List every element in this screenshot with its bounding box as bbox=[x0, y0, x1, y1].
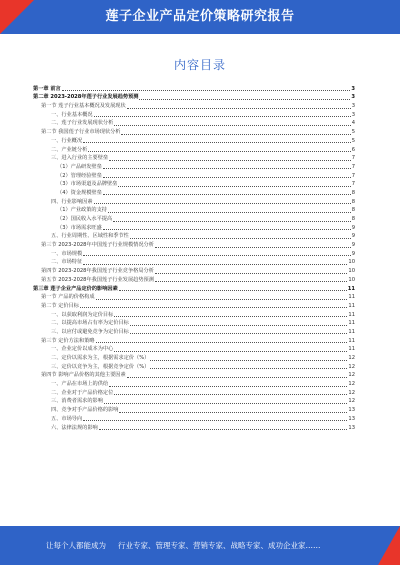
toc-entry[interactable] bbox=[33, 423, 355, 432]
toc-page-number: 3 bbox=[351, 111, 355, 118]
toc-entry-text: （3）市场需求旺盛 bbox=[57, 224, 102, 231]
toc-entry-text: 一、以获取利润为定价目标 bbox=[51, 311, 114, 318]
toc-entry-text: 三、以应付或避免竞争为定价目标 bbox=[51, 328, 129, 335]
toc-page-number: 13 bbox=[348, 415, 355, 422]
toc-entry[interactable] bbox=[33, 293, 355, 302]
toc-dot-leader bbox=[99, 429, 348, 430]
toc-entry[interactable] bbox=[33, 319, 355, 328]
toc-dot-leader bbox=[114, 125, 350, 126]
toc-dot-leader bbox=[114, 316, 347, 317]
toc-entry-text: （1）产品研发壁垒 bbox=[57, 163, 102, 170]
toc-entry-text: 第一节 莲子行业基本概况及发展现状 bbox=[41, 103, 126, 110]
toc-entry[interactable] bbox=[33, 110, 355, 119]
toc-entry[interactable] bbox=[33, 214, 355, 223]
toc-dot-leader bbox=[155, 247, 351, 248]
toc-dot-leader bbox=[88, 151, 350, 152]
toc-entry[interactable] bbox=[33, 336, 355, 345]
toc-entry-text: 第二节 定价目标 bbox=[41, 302, 79, 309]
toc-entry-text: 一、行业概况 bbox=[51, 137, 83, 144]
toc-page-number: 3 bbox=[351, 85, 355, 92]
toc-entry[interactable] bbox=[33, 266, 355, 275]
toc-entry[interactable] bbox=[33, 371, 355, 380]
toc-dot-leader bbox=[121, 134, 350, 135]
toc-dot-leader bbox=[118, 186, 350, 187]
toc-page-number: 4 bbox=[351, 120, 355, 127]
toc-dot-leader bbox=[94, 203, 351, 204]
toc-page-number: 11 bbox=[348, 302, 355, 309]
toc-entry-text: 第一章 前言 bbox=[33, 85, 61, 92]
toc-entry[interactable] bbox=[33, 388, 355, 397]
toc-entry-text: 一、企业定价以成本为中心 bbox=[51, 346, 114, 353]
toc-page-number: 11 bbox=[348, 294, 355, 301]
toc-entry[interactable] bbox=[33, 275, 355, 284]
toc-dot-leader bbox=[109, 386, 347, 387]
toc-entry-text: 二、市场特征 bbox=[51, 259, 83, 266]
toc-page-number: 11 bbox=[348, 328, 355, 335]
toc-page-number: 8 bbox=[351, 198, 355, 205]
toc-dot-leader bbox=[113, 221, 351, 222]
footer-slogan-right: 行业专家、管理专家、营销专家、战略专家、成功企业家…… bbox=[118, 541, 321, 550]
toc-dot-leader bbox=[155, 281, 347, 282]
toc-entry[interactable] bbox=[33, 127, 355, 136]
page-footer bbox=[0, 526, 400, 565]
toc-page-number: 7 bbox=[351, 155, 355, 162]
toc-dot-leader bbox=[150, 368, 347, 369]
toc-page-number: 7 bbox=[351, 181, 355, 188]
toc-dot-leader bbox=[62, 90, 351, 91]
toc-entry[interactable] bbox=[33, 258, 355, 267]
toc-dot-leader bbox=[83, 264, 347, 265]
toc-entry-text: 五、行业周期性、区域性和季节性 bbox=[51, 233, 129, 240]
report-title: 莲子企业产品定价策略研究报告 bbox=[105, 9, 295, 24]
toc-page-number: 12 bbox=[348, 381, 355, 388]
toc-entry[interactable] bbox=[33, 162, 355, 171]
toc-entry-text: 二、定价以需求为主，根据需求定价（%） bbox=[51, 355, 150, 361]
toc-entry[interactable] bbox=[33, 414, 355, 423]
toc-entry-text: 第一节 产品的价格构成 bbox=[41, 294, 95, 301]
toc-entry[interactable] bbox=[33, 188, 355, 197]
toc-entry-text: 二、产业链分析 bbox=[51, 146, 88, 153]
toc-dot-leader bbox=[108, 212, 351, 213]
toc-entry[interactable] bbox=[33, 206, 355, 215]
toc-entry-text: 二、以提高市场占有率为定价目标 bbox=[51, 320, 129, 327]
toc-entry[interactable] bbox=[33, 353, 355, 362]
toc-entry[interactable] bbox=[33, 345, 355, 354]
toc-entry[interactable] bbox=[33, 84, 355, 93]
toc-entry-text: 第二章 2023-2028年莲子行业发展趋势预测 bbox=[33, 94, 139, 101]
toc-page-number: 7 bbox=[351, 172, 355, 179]
toc-page-number: 8 bbox=[351, 207, 355, 214]
toc-entry[interactable] bbox=[33, 301, 355, 310]
toc-entry[interactable] bbox=[33, 362, 355, 371]
toc-page-number: 13 bbox=[348, 424, 355, 431]
toc-dot-leader bbox=[130, 333, 348, 334]
toc-entry[interactable] bbox=[33, 310, 355, 319]
toc-page-number: 11 bbox=[347, 285, 355, 292]
toc-page-number: 10 bbox=[348, 259, 355, 266]
toc-dot-leader bbox=[96, 299, 348, 300]
toc-page-number: 13 bbox=[348, 407, 355, 414]
toc-entry[interactable] bbox=[33, 180, 355, 189]
toc-entry-text: 三、进入行业的主要壁垒 bbox=[51, 155, 109, 162]
toc-entry[interactable] bbox=[33, 145, 355, 154]
toc-page-number: 12 bbox=[348, 372, 355, 379]
toc-entry-text: 五、市场导向 bbox=[51, 415, 83, 422]
toc-entry[interactable] bbox=[33, 223, 355, 232]
toc-dot-leader bbox=[104, 403, 348, 404]
toc-dot-leader bbox=[127, 377, 348, 378]
toc-entry-text: 第四节 2023-2028年我国莲子行业竞争格局分析 bbox=[41, 268, 154, 275]
toc-dot-leader bbox=[119, 290, 347, 291]
toc-dot-leader bbox=[103, 177, 351, 178]
toc-page-number: 11 bbox=[348, 311, 355, 318]
toc-entry-text: 第三章 莲子企业产品定价的影响因素 bbox=[33, 285, 118, 292]
toc-entry[interactable] bbox=[33, 154, 355, 163]
footer-red-corner bbox=[378, 526, 400, 565]
toc-page-number: 10 bbox=[348, 268, 355, 275]
toc-entry[interactable] bbox=[33, 249, 355, 258]
page-header bbox=[0, 0, 400, 34]
toc-dot-leader bbox=[96, 342, 348, 343]
toc-entry-text: （2）管理经验壁垒 bbox=[57, 172, 102, 179]
toc-entry-text: 一、产品在市场上的供给 bbox=[51, 381, 109, 388]
toc-entry[interactable] bbox=[33, 379, 355, 388]
toc-page-number: 7 bbox=[351, 163, 355, 170]
toc-page-number: 12 bbox=[348, 355, 355, 361]
toc-entry[interactable] bbox=[33, 119, 355, 128]
toc-page-number: 8 bbox=[351, 216, 355, 222]
toc-entry-text: 三、消费者需求的影响 bbox=[51, 398, 103, 405]
toc-page-number: 11 bbox=[348, 346, 355, 353]
toc-dot-leader bbox=[119, 412, 347, 413]
toc-page-number: 10 bbox=[348, 276, 355, 283]
toc-entry[interactable] bbox=[33, 93, 355, 102]
toc-page-number: 3 bbox=[351, 103, 355, 110]
toc-entry-text: 三、定价以竞争为主，根据竞争定价（%） bbox=[51, 363, 150, 370]
toc-dot-leader bbox=[114, 351, 347, 352]
toc-entry-text: 一、市场规模 bbox=[51, 250, 83, 257]
toc-page-number: 3 bbox=[351, 94, 355, 101]
toc-page-number: 12 bbox=[348, 389, 355, 396]
toc-dot-leader bbox=[127, 108, 351, 109]
toc-page-number: 12 bbox=[348, 398, 355, 405]
toc-dot-leader bbox=[83, 420, 347, 421]
table-of-contents bbox=[33, 84, 355, 432]
toc-entry-text: 二、莲子行业发展现状分析 bbox=[51, 120, 114, 127]
toc-entry[interactable] bbox=[33, 405, 355, 414]
toc-entry[interactable] bbox=[33, 240, 355, 249]
toc-entry-text: （4）资金规模壁垒 bbox=[57, 189, 102, 196]
toc-entry-text: （2）国民收入水平提高 bbox=[57, 216, 113, 222]
toc-entry[interactable] bbox=[33, 136, 355, 145]
toc-entry[interactable] bbox=[33, 327, 355, 336]
toc-entry[interactable] bbox=[33, 232, 355, 241]
toc-entry-text: 第三节 2023-2028年中国莲子行业规模情况分析 bbox=[41, 242, 154, 249]
toc-page-number: 5 bbox=[351, 129, 355, 136]
toc-entry[interactable] bbox=[33, 101, 355, 110]
toc-dot-leader bbox=[130, 325, 348, 326]
toc-page-number: 9 bbox=[351, 242, 355, 249]
toc-entry[interactable] bbox=[33, 397, 355, 406]
toc-entry-text: 第二节 我国莲子行业市场现状分析 bbox=[41, 129, 121, 136]
toc-dot-leader bbox=[83, 142, 351, 143]
toc-page-number: 8 bbox=[351, 189, 355, 196]
toc-dot-leader bbox=[103, 168, 351, 169]
toc-dot-leader bbox=[109, 160, 351, 161]
toc-page-number: 11 bbox=[348, 337, 355, 344]
toc-entry-text: 四、行业影响因素 bbox=[51, 198, 93, 205]
toc-dot-leader bbox=[103, 229, 351, 230]
toc-dot-leader bbox=[94, 116, 351, 117]
toc-page-number: 9 bbox=[351, 224, 355, 231]
toc-entry[interactable] bbox=[33, 171, 355, 180]
toc-page-number: 12 bbox=[348, 363, 355, 370]
toc-entry-text: 二、企业对于产品价格定位 bbox=[51, 389, 114, 396]
toc-entry-text: 一、行业基本概况 bbox=[51, 111, 93, 118]
toc-entry[interactable] bbox=[33, 197, 355, 206]
toc-dot-leader bbox=[155, 273, 347, 274]
toc-entry[interactable] bbox=[33, 284, 355, 293]
toc-page-number: 11 bbox=[348, 320, 355, 327]
toc-entry-text: （1）产业政策的支持 bbox=[57, 207, 107, 214]
toc-dot-leader bbox=[114, 394, 347, 395]
toc-entry-text: 六、法律法规的影响 bbox=[51, 424, 98, 431]
toc-page-number: 6 bbox=[351, 146, 355, 153]
toc-dot-leader bbox=[139, 99, 350, 100]
toc-entry-text: 第三节 定价方法和策略 bbox=[41, 337, 95, 344]
toc-entry-text: 四、竞争对手产品价格的影响 bbox=[51, 407, 119, 414]
toc-entry-text: 第四节 影响产品价格的其他主要因素 bbox=[41, 372, 126, 379]
footer-slogan-left: 让每个人都能成为 bbox=[46, 541, 106, 550]
toc-heading: 内容目录 bbox=[173, 58, 226, 72]
toc-entry-text: （3）市场渠道及品牌壁垒 bbox=[57, 181, 118, 188]
toc-page-number: 5 bbox=[351, 137, 355, 144]
toc-dot-leader bbox=[150, 360, 347, 361]
toc-dot-leader bbox=[80, 307, 347, 308]
toc-page-number: 9 bbox=[351, 250, 355, 257]
toc-page-number: 9 bbox=[351, 233, 355, 240]
toc-entry-text: 第五节 2023-2028年我国莲子行业发展趋势预测 bbox=[41, 276, 154, 283]
toc-dot-leader bbox=[83, 255, 351, 256]
toc-dot-leader bbox=[103, 194, 351, 195]
toc-dot-leader bbox=[130, 238, 351, 239]
